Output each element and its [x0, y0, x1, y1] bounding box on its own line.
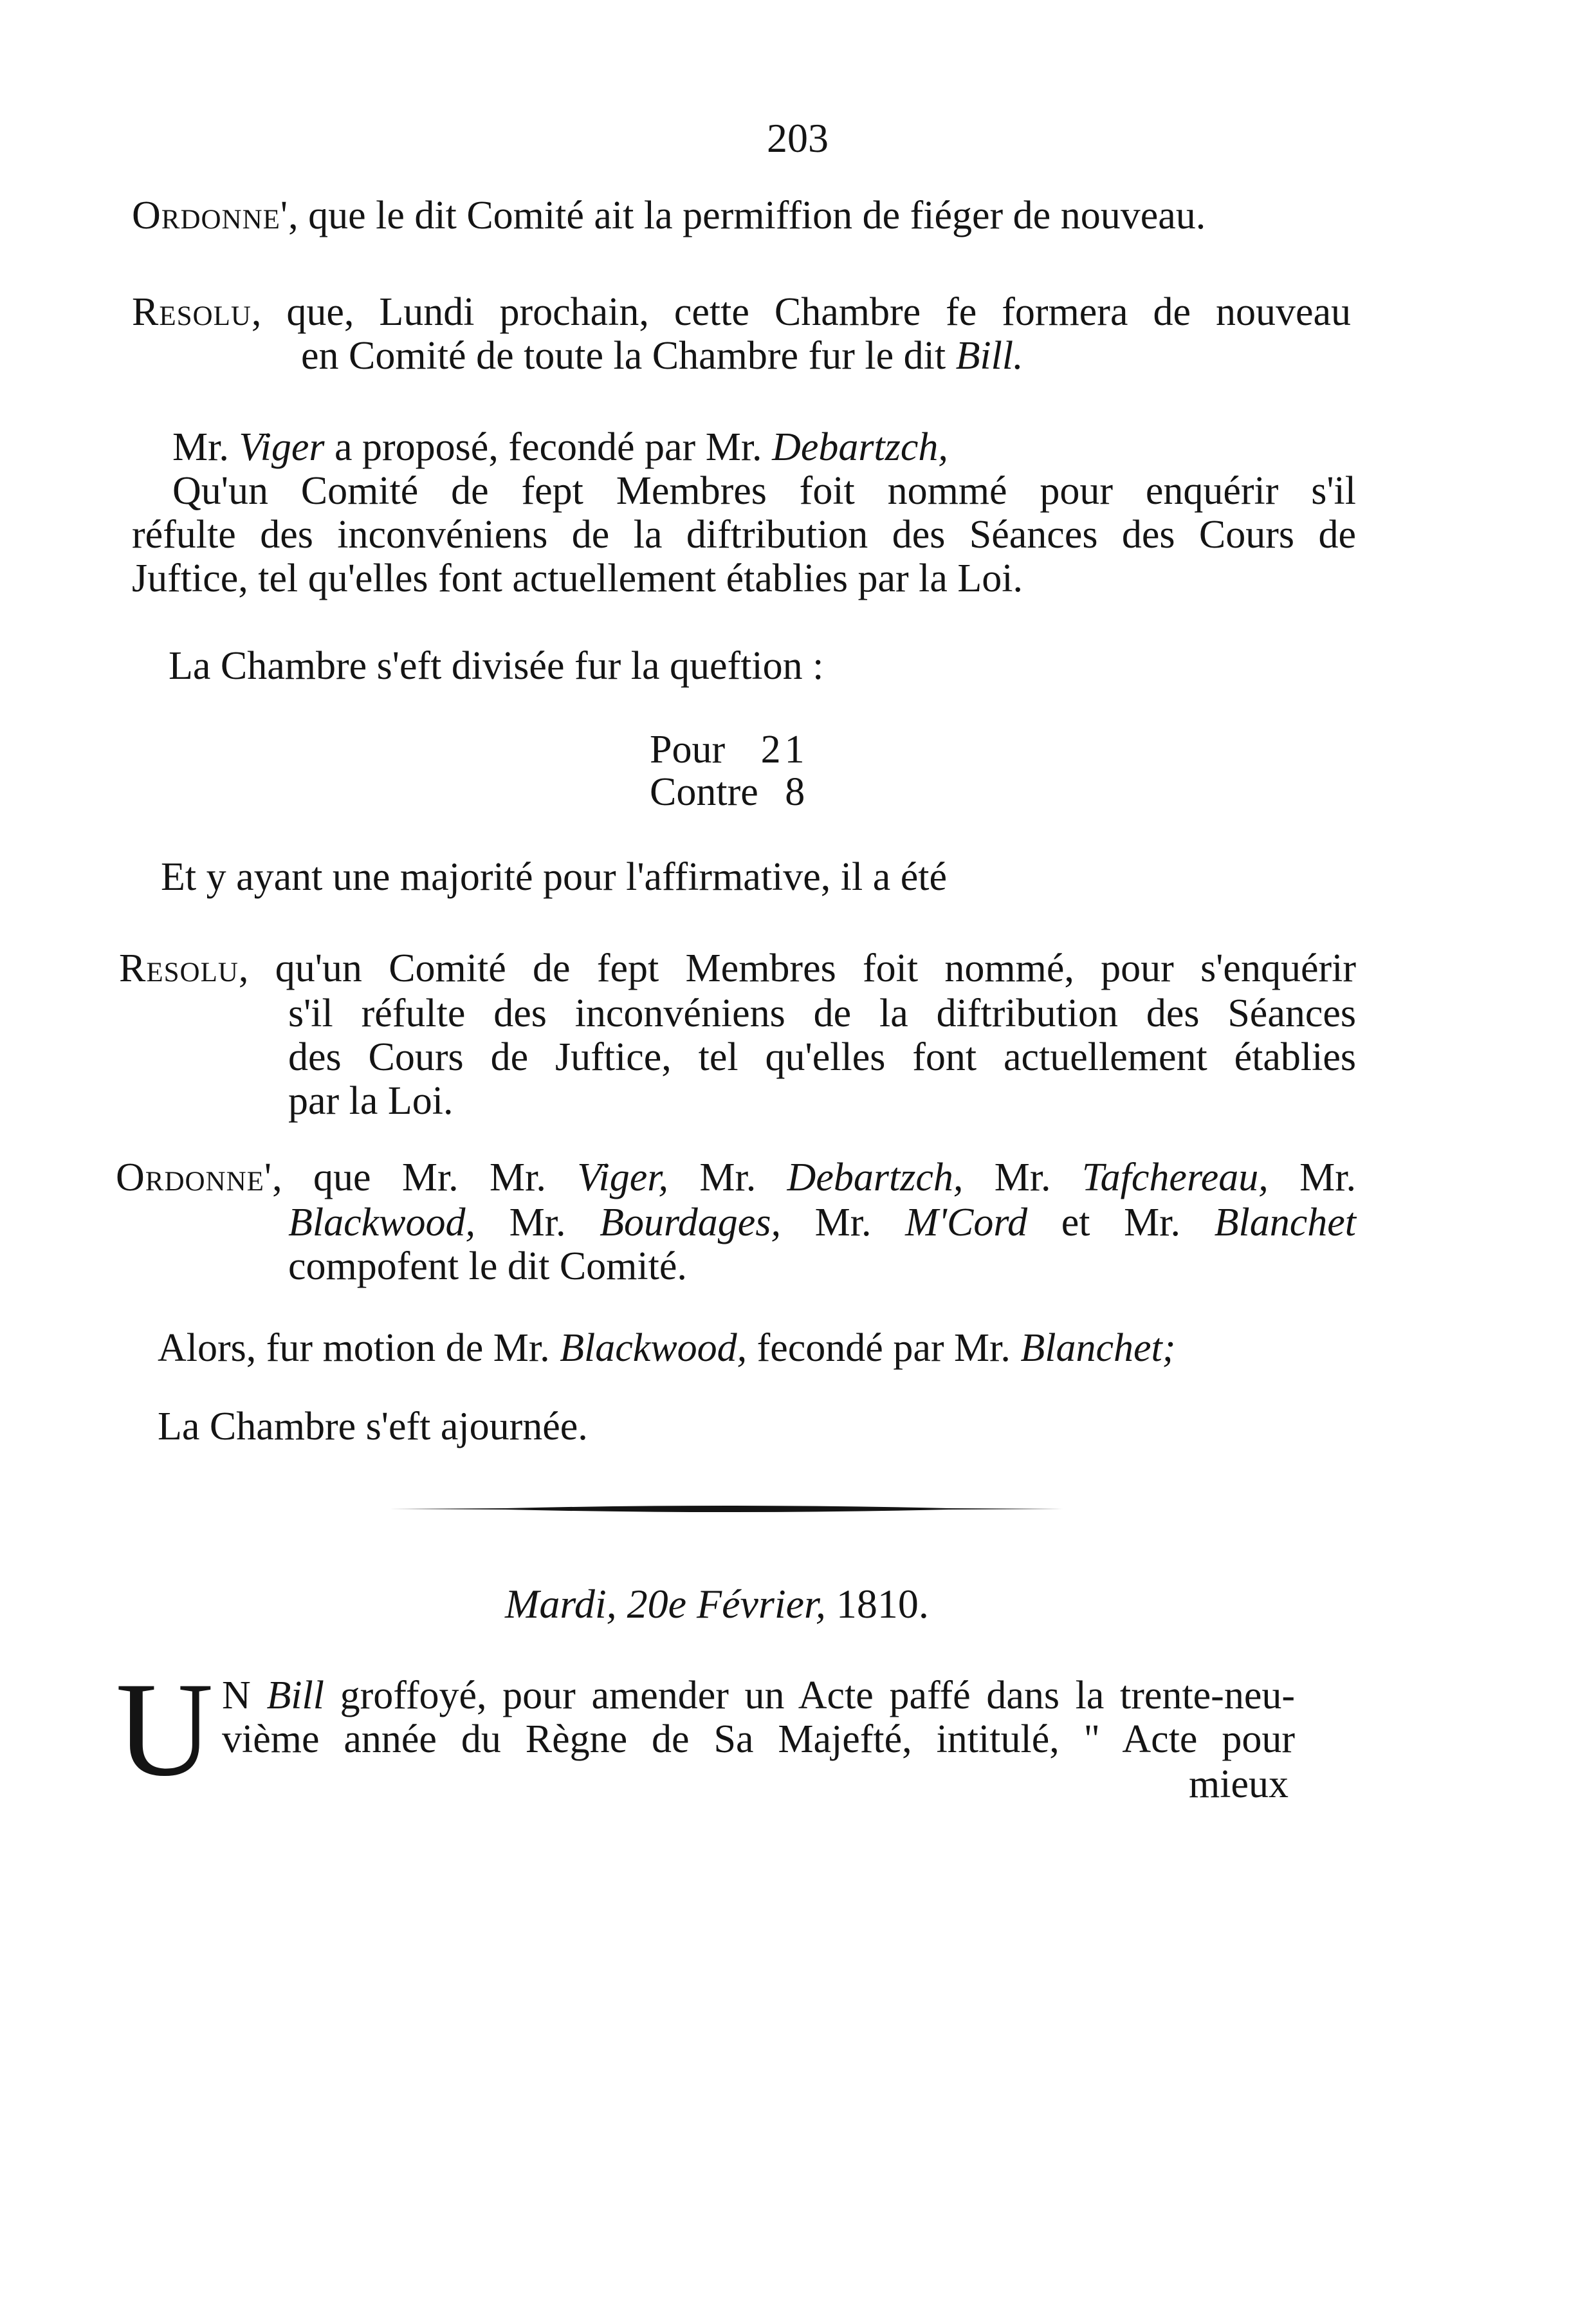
- ord2-viger: Viger,: [577, 1156, 668, 1199]
- ord2-g: Mr.: [1268, 1156, 1356, 1199]
- resolu-text-line-2: en Comité de toute la Chambre fur le dit: [301, 334, 956, 378]
- resolu-paragraph-2-line-3: des Cours de Juftice, tel qu'elles font actuellement établies: [288, 1035, 1356, 1079]
- catchword: mieux: [1189, 1762, 1289, 1806]
- vote-pour-value: 21: [760, 728, 809, 771]
- bill-word: Bill.: [955, 334, 1023, 378]
- date-heading: [505, 1582, 929, 1627]
- adjourn-blanchet: Blanchet;: [1020, 1326, 1176, 1370]
- bill-paragraph-line-1: [222, 1673, 1295, 1718]
- page-number: 203: [767, 115, 829, 161]
- adjourn-a: Alors, fur motion de Mr.: [158, 1326, 560, 1370]
- adjourned-line: La Chambre s'eft ajournée.: [158, 1405, 588, 1448]
- section-rule: [389, 1504, 1065, 1513]
- motion-text-c: a proposé, fecondé par Mr.: [324, 425, 773, 469]
- resolu-label: Resolu: [132, 290, 252, 334]
- ord2-blackwood: Blackwood,: [288, 1201, 475, 1244]
- bill-italic: Bill: [266, 1674, 324, 1717]
- ord2-mcord: M'Cord: [905, 1201, 1028, 1244]
- ordonne-paragraph-2-line-2: [288, 1200, 1356, 1245]
- vote-contre-label: Contre: [650, 770, 758, 814]
- motion-text-a: Mr.: [172, 425, 239, 469]
- ord2-a: , que Mr. Mr.: [272, 1156, 578, 1199]
- viger-motion-line-2: Qu'un Comité de fept Membres foit nommé pour enquérir s'il: [172, 469, 1356, 513]
- viger-motion-line-4: Juftice, tel qu'elles font actuellement établies par la Loi.: [132, 557, 1023, 600]
- ordonne-paragraph-1: [132, 193, 1206, 238]
- drop-cap: U: [116, 1655, 214, 1804]
- vote-pour-label: Pour: [650, 728, 726, 771]
- date-day: Mardi,: [505, 1581, 617, 1627]
- vote-contre-value: 8: [785, 770, 805, 814]
- ord2-blanchet: Blanchet: [1214, 1201, 1357, 1244]
- division-line: La Chambre s'eft divisée fur la queftion :: [169, 644, 824, 688]
- adjourn-motion-line: [158, 1326, 1175, 1371]
- resolu-text-line-1: , que, Lundi prochain, cette Chambre fe formera de nouveau: [251, 290, 1351, 334]
- ord2-bourdages: Bourdages,: [600, 1201, 781, 1244]
- date-month: Février,: [697, 1581, 826, 1627]
- resolu-2-text-1: , qu'un Comité de fept Membres foit nommé, pour s'enquérir: [238, 947, 1356, 990]
- ord2-taschereau: Tafchereau,: [1081, 1156, 1269, 1199]
- debartzch-name: Debartzch,: [772, 425, 948, 469]
- adjourn-blackwood: Blackwood,: [560, 1326, 748, 1370]
- viger-motion-line-1: [172, 425, 948, 470]
- bill-c: groffoyé, pour amender un Acte paffé dans la trente-neu-: [324, 1674, 1295, 1717]
- ordonne-paragraph-2-line-3: compofent le dit Comité.: [288, 1244, 687, 1288]
- ord2-l2d: Mr.: [780, 1201, 906, 1244]
- majority-line: Et y ayant une majorité pour l'affirmative, il a été: [161, 855, 948, 899]
- resolu-paragraph-1-line-1: [132, 290, 1351, 335]
- ord2-c: Mr.: [668, 1156, 787, 1199]
- vote-pour: [650, 727, 809, 772]
- vote-contre: [650, 770, 805, 815]
- date-number: 20e: [616, 1581, 697, 1627]
- resolu-paragraph-2-line-4: par la Loi.: [288, 1079, 454, 1123]
- ordonne-label: Ordonne': [132, 194, 289, 237]
- viger-motion-line-3: réfulte des inconvéniens de la diftribution des Séances des Cours de: [132, 513, 1356, 557]
- resolu-paragraph-1-line-2: [301, 333, 1023, 378]
- resolu-label-2: Resolu: [119, 947, 239, 990]
- ord2-l2f: et Mr.: [1027, 1201, 1215, 1244]
- bill-a: N: [222, 1674, 267, 1717]
- ordonne-text: , que le dit Comité ait la permiffion de fiéger de nouveau.: [288, 194, 1206, 237]
- ordonne-paragraph-2-line-1: [116, 1155, 1356, 1200]
- viger-name: Viger: [239, 425, 325, 469]
- ord2-e: Mr.: [963, 1156, 1082, 1199]
- date-year: 1810.: [825, 1581, 929, 1627]
- bill-paragraph-line-2: vième année du Règne de Sa Majefté, intitulé, " Acte pour: [222, 1717, 1295, 1761]
- adjourn-c: fecondé par Mr.: [747, 1326, 1021, 1370]
- ord2-l2b: Mr.: [475, 1201, 600, 1244]
- ordonne-label-2: Ordonne': [116, 1156, 273, 1199]
- ord2-debartzch: Debartzch,: [787, 1156, 964, 1199]
- resolu-paragraph-2-line-1: [119, 946, 1356, 991]
- resolu-paragraph-2-line-2: s'il réfulte des inconvéniens de la diftribution des Séances: [288, 992, 1356, 1035]
